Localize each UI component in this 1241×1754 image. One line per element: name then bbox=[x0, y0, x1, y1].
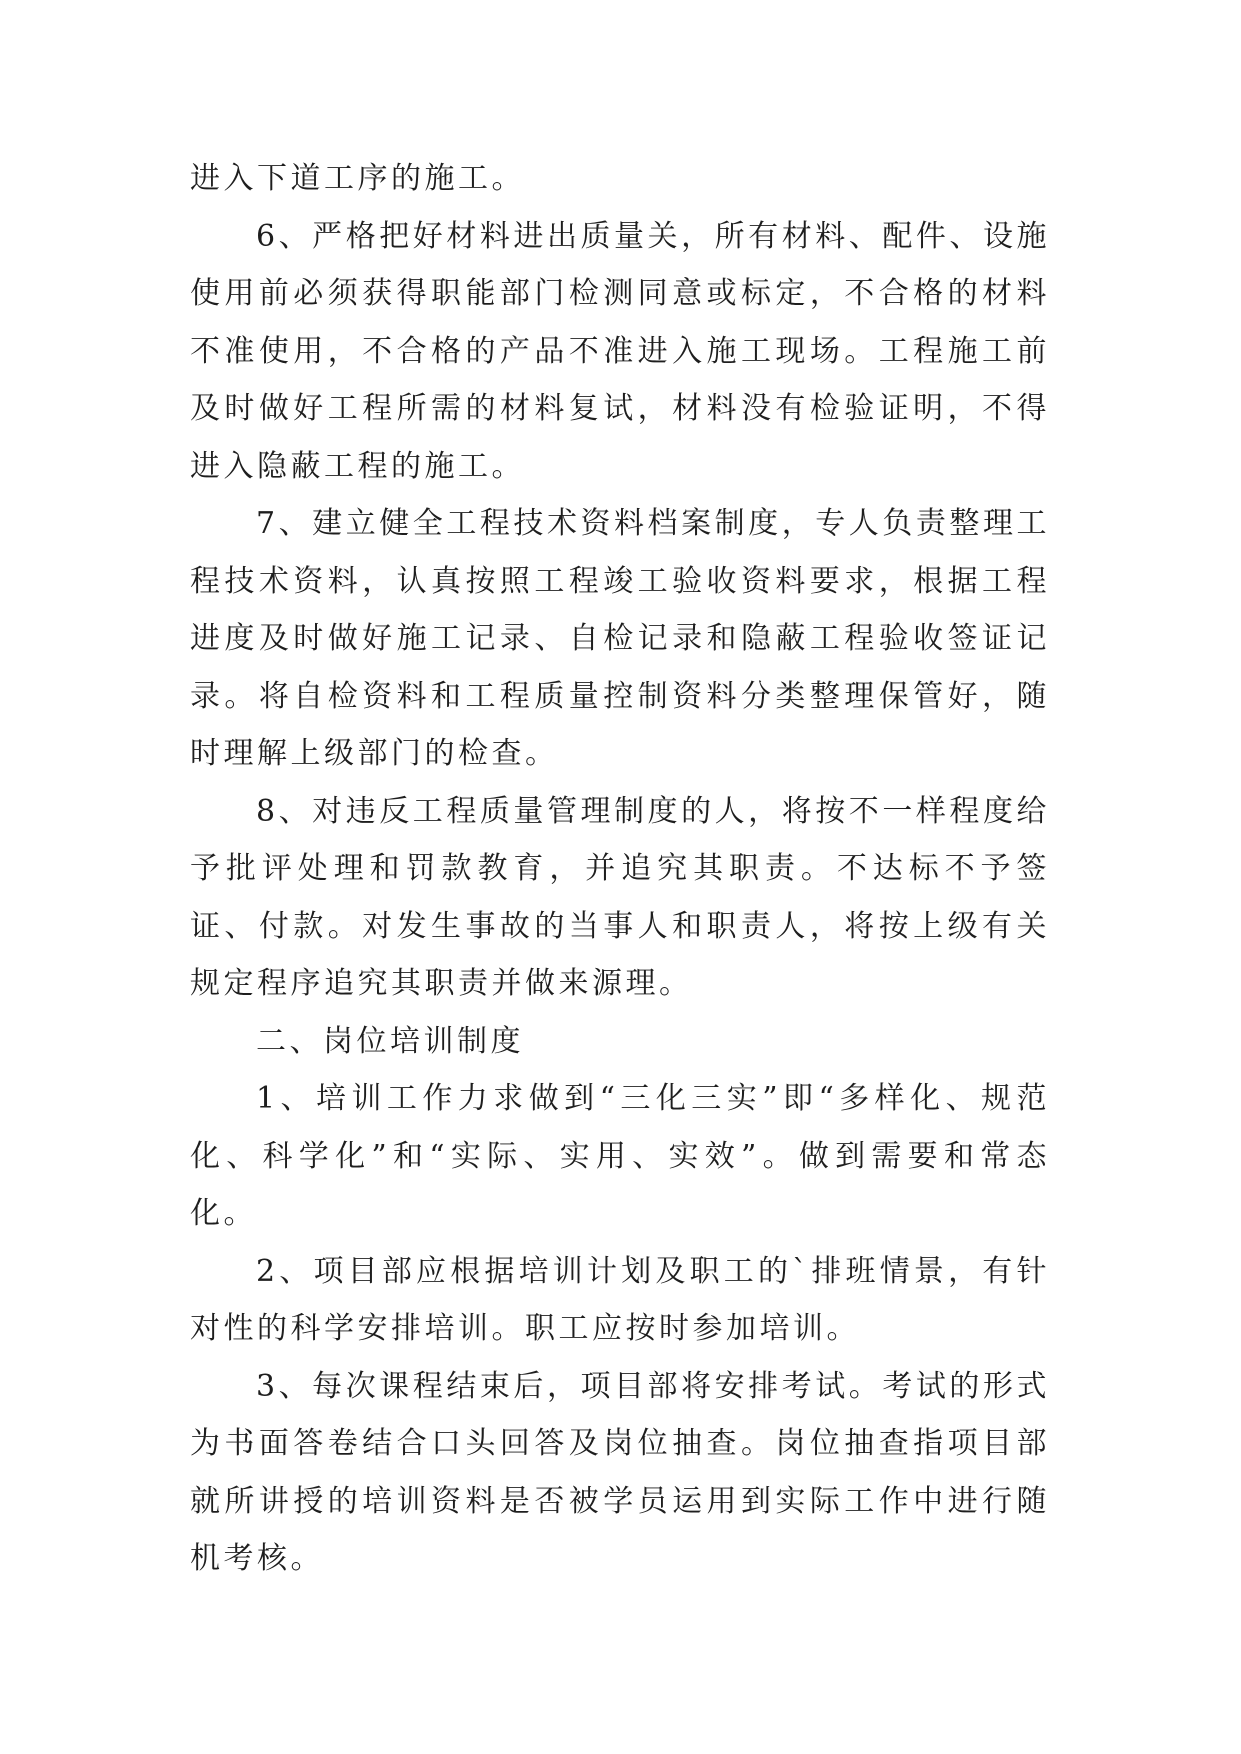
paragraph-continuation: 进入下道工序的施工。 bbox=[190, 161, 525, 196]
paragraph-item-8: 8、对违反工程质量管理制度的人，将按不一样程度给予批评处理和罚款教育，并追究其职责。不达标不予签证、付款。对发生事故的当事人和职责人，将按上级有关规定程序追究其职责并做来源理。 bbox=[190, 793, 1050, 1001]
paragraph-training-2: 2、项目部应根据培训计划及职工的`排班情景，有针对性的科学安排培训。职工应按时参加培训。 bbox=[190, 1253, 1050, 1346]
document-body bbox=[190, 150, 1050, 1588]
paragraph-item-7: 7、建立健全工程技术资料档案制度，专人负责整理工程技术资料，认真按照工程竣工验收资料要求，根据工程进度及时做好施工记录、自检记录和隐蔽工程验收签证记录。将自检资料和工程质量控制资料分类整理保管好，随时理解上级部门的检查。 bbox=[190, 506, 1050, 771]
section-heading-training: 二、岗位培训制度 bbox=[256, 1023, 524, 1059]
paragraph-training-3: 3、每次课程结束后，项目部将安排考试。考试的形式为书面答卷结合口头回答及岗位抽查。岗位抽查指项目部就所讲授的培训资料是否被学员运用到实际工作中进行随机考核。 bbox=[190, 1368, 1050, 1576]
paragraph-training-1: 1、培训工作力求做到“三化三实”即“多样化、规范化、科学化”和“实际、实用、实效”。做到需要和常态化。 bbox=[190, 1081, 1050, 1231]
paragraph-item-6: 6、严格把好材料进出质量关，所有材料、配件、设施使用前必须获得职能部门检测同意或标定，不合格的材料不准使用，不合格的产品不准进入施工现场。工程施工前及时做好工程所需的材料复试，材料没有检验证明，不得进入隐蔽工程的施工。 bbox=[190, 218, 1050, 484]
